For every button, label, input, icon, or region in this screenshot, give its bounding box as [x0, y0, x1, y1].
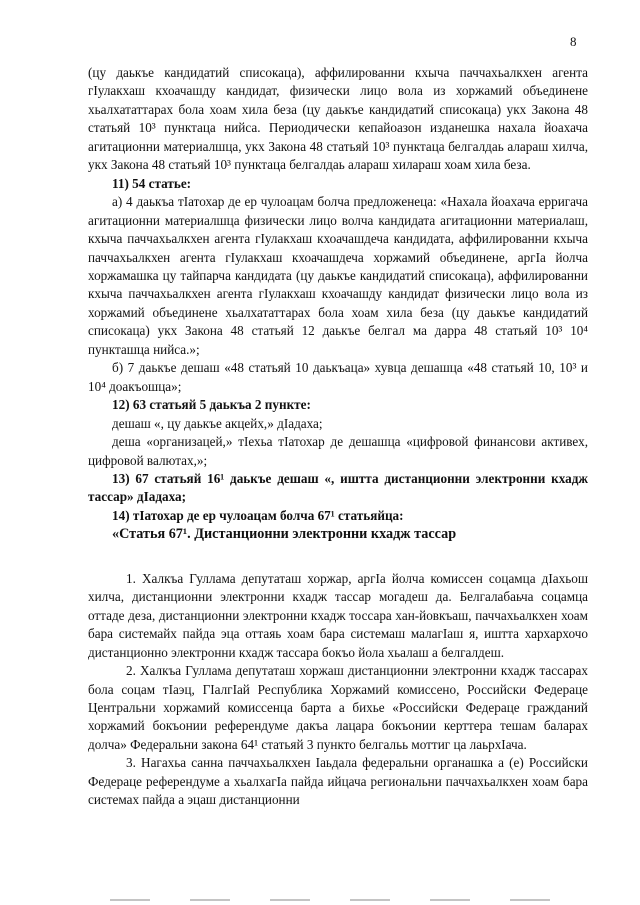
paragraph-continuation: (цу даькъе кандидатий списокаца), аффилированни кхыча паччахьалкхен агента гӀулакхаш кхоачашду кандидат, физически лицо вола из хоржамий объединене хьалхататтарах бола хоам хила беза (цу даькъе кандидатий списокаца) укх Закона 48 статьяй 10³ пунктаца нийса. Периодически кепайоазон изданешка нахала йоахача агитационни материалшца, укх Закона 48 статьяй 10³ пунктаца белгалдаь алараш хилча, укх Закона 48 статьяй 10³ пунктаца белгалдаь алараш хилараш хоам хила беза. — [88, 65, 588, 173]
item-12-line-1: дешаш «, цу даькъе акцейх,» дӀадаха; — [112, 415, 323, 431]
item-12-line-2: деша «организацей,» тӀехьа тӀатохар де дешашца «цифровой финансови активех, цифровой валютах,»; — [88, 434, 588, 468]
item-13: 13) 67 статьяй 16¹ даькъе дешаш «, иштта дистанционни электронни кхадж тассар» дӀадаха; — [88, 470, 588, 505]
item-12-heading: 12) 63 статьяй 5 даькъа 2 пункте: — [112, 397, 311, 413]
scan-edge-artifact — [110, 899, 580, 901]
page-number: 8 — [570, 34, 577, 49]
spacer — [88, 544, 588, 570]
subitem-b: б) 7 даькъе дешаш «48 статьяй 10 даькъаца» хувца дешашца «48 статьяй 10, 10³ и 10⁴ доакъошца»; — [88, 360, 588, 394]
article-paragraph-2: 2. Халкъа Гуллама депутаташ хоржаш дистанционни электронни кхадж тассарах бола соцам тӀаэц, ГӀалгӀай Республика Хоржамий комиссено, Российски Федераце Центральни хоржамий комиссенца барта а бихье «Российски Федераце гражданий хоржамий бокъонии референдуме дакъа лацара бокъонии керттера тешам баларах долча» Федеральни закона 64¹ статьяй 3 пункто белгальь моттиг ца лаьрхӀача. — [88, 663, 588, 752]
document-body — [88, 64, 588, 810]
item-14: 14) тӀатохар де ер чулоацам болча 67¹ статьяйца: — [112, 507, 404, 523]
item-11-heading: 11) 54 статье: — [112, 175, 192, 191]
article-67-1-title: «Статья 67¹. Дистанционни электронни кхадж тассар — [112, 526, 457, 543]
article-paragraph-3: 3. Нагахьа санна паччахьалкхен Ӏаьдала федеральни органашка а (е) Российски Федераце референдуме а хьалхагӀа пайда ийцача региональни паччахьалкхен хоам бара системах пайда а эцаш дистанционни — [88, 755, 588, 808]
article-paragraph-1: 1. Халкъа Гуллама депутаташ хоржар, аргӀа йолча комиссен соцамца дӀахьош хилча, дистанционни электронни кхадж тассар могадеш да. Белгалабаьча соцамца оттаде деза, дистанционни электронни кхадж тоссара хан-йовкъаш, паччахьалкхен хоам бара системайх пайда эца оттаяь хоам бара системаш малагӀаш я, иштта хархархочо дистанционно электронни кхадж тассара бокъо йола хьалаш а белгалдеш. — [88, 570, 588, 660]
subitem-a: а) 4 даькъа тӀатохар де ер чулоацам болча предложенеца: «Нахала йоахача ерригача агитационни материалшца физически лицо волча кандидата агитационни материалаш, кхыча паччахьалкхен агента гӀулакхаш кхоачашдеча кандидата, аффилированни кхыча паччахьалкхен агента гӀулакхаш кхоачашдеча хоржамий объединене, аргӀа йолча хоржамашка цу тайпарча кандидата (цу даькъе кандидатий списокаца), аффилированни кхыча паччахьалкхен агента гӀулакхаш кхоачашду кандидат физически лицо вола из хоржамий объединене хьалхататтарах бола хоам хила беза (цу даькъе кандидатий списокаца) укх Закона 48 статьяй 12 даькъе белгал ма дарра 48 статьяй 10³ 10⁴ пункташца нийса.»; — [88, 194, 588, 357]
